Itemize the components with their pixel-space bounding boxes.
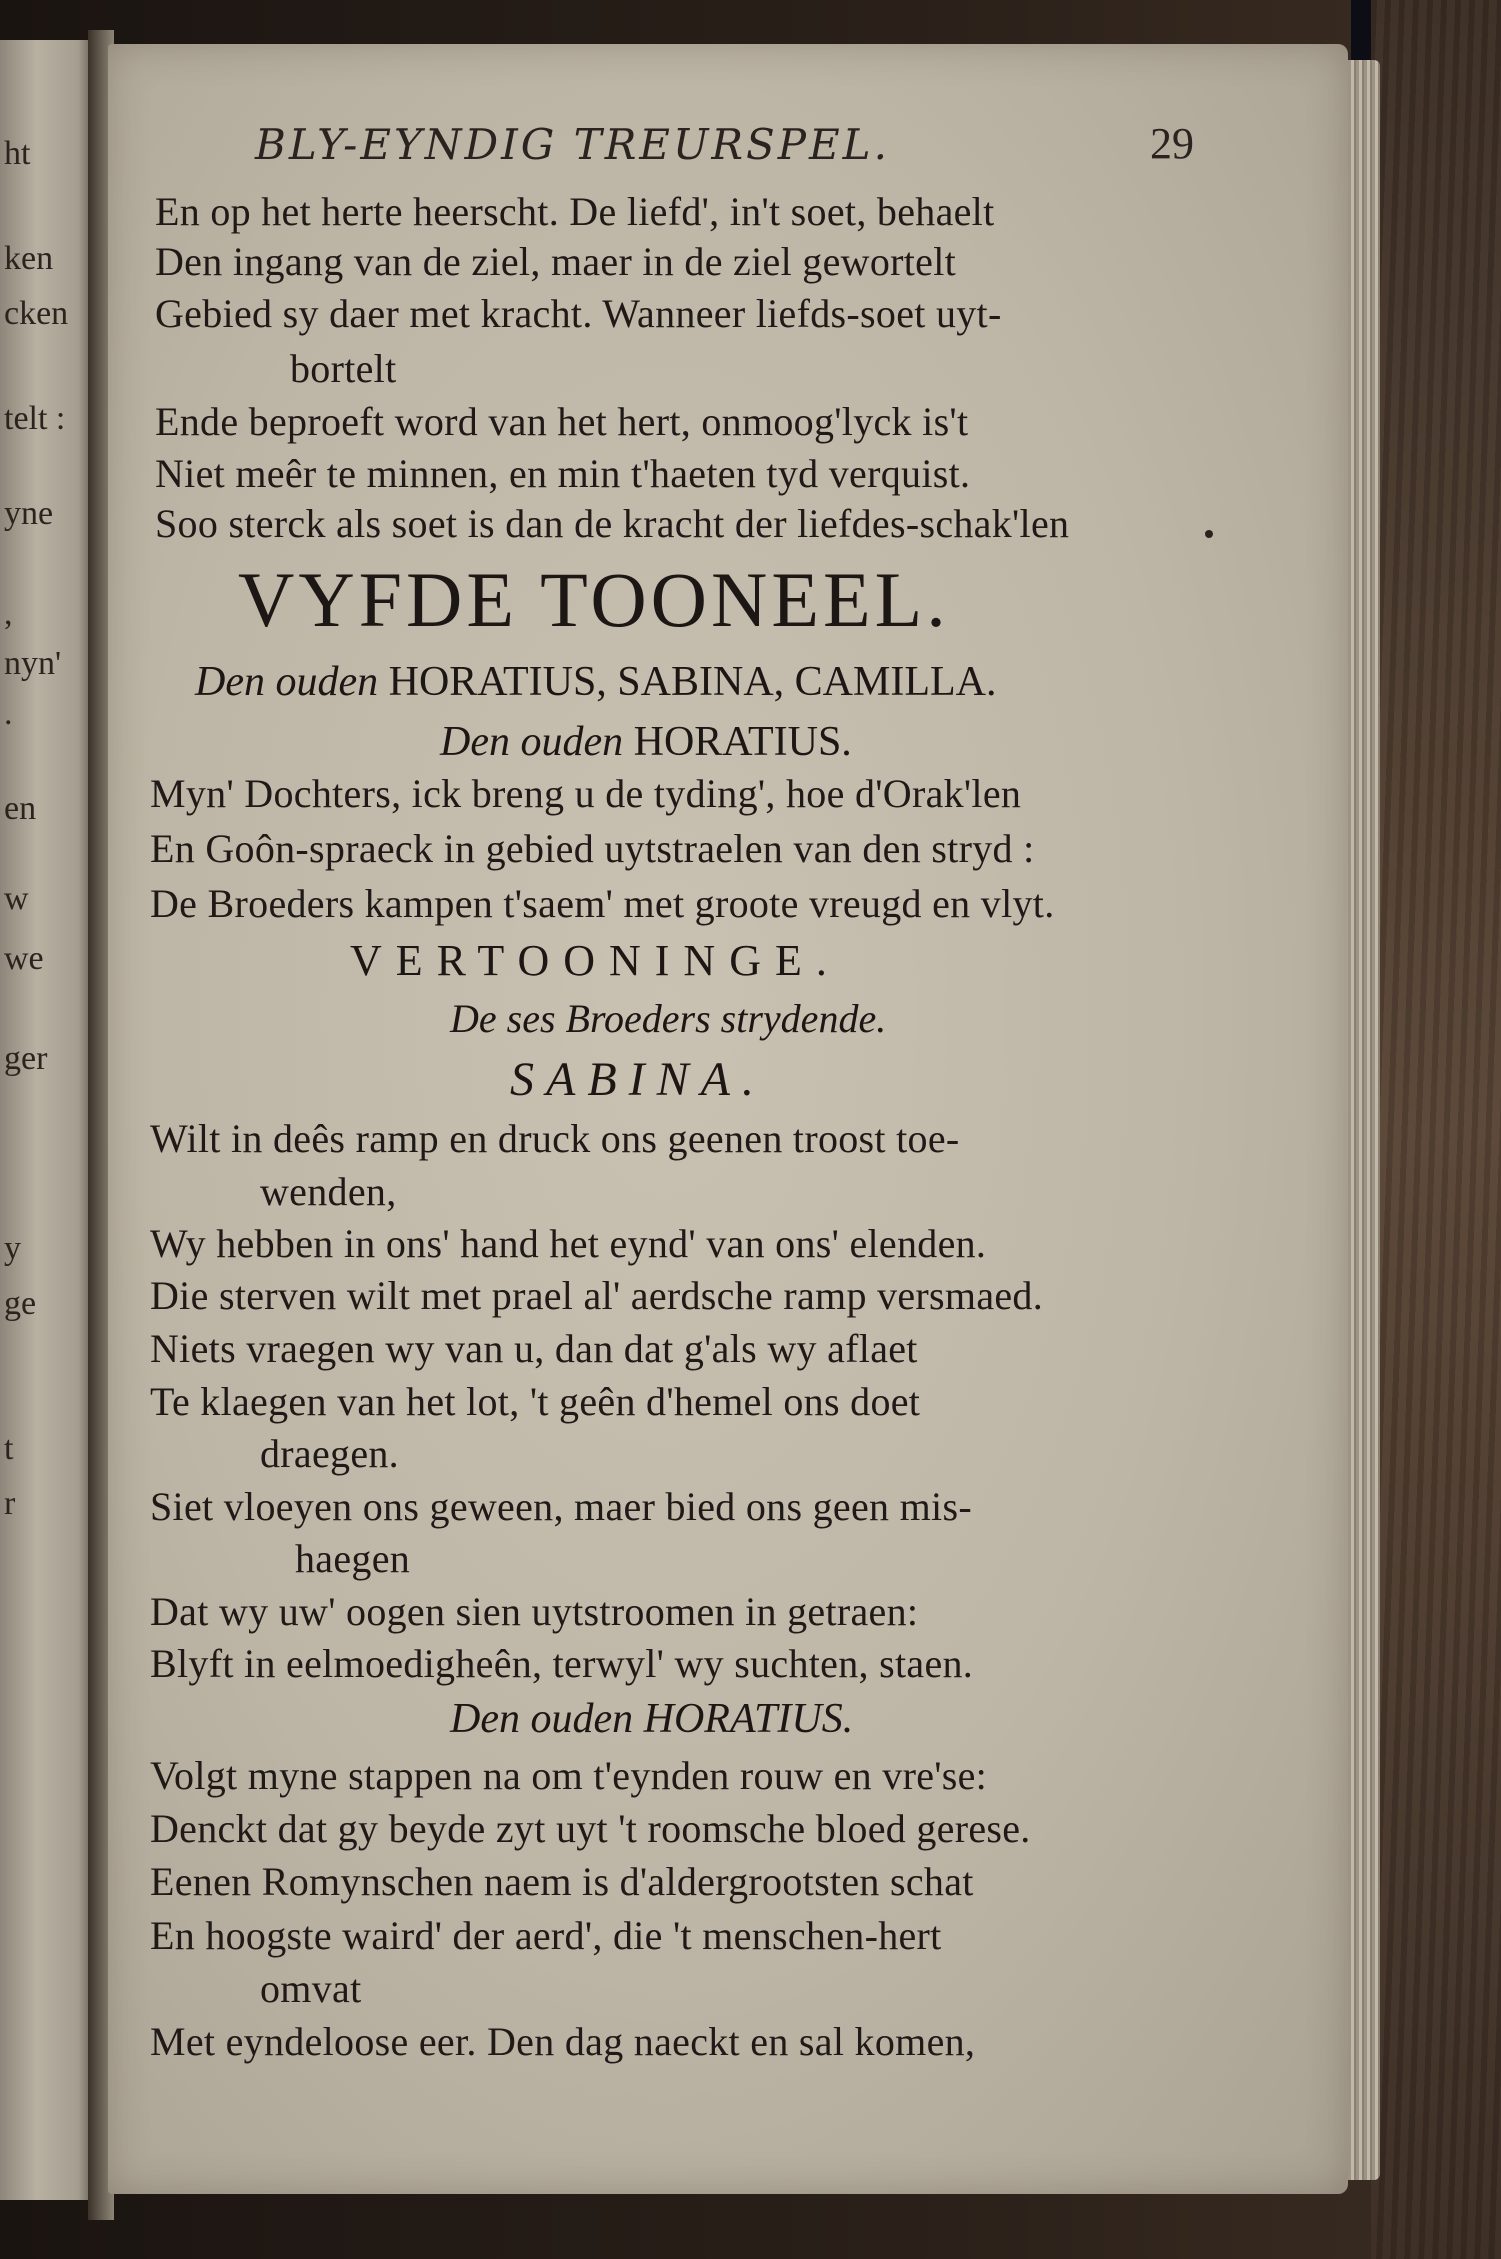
text-line: Ende beproeft word van het hert, onmoog'lyck is't bbox=[155, 399, 969, 444]
section-heading: VERTOONINGE. bbox=[350, 936, 841, 985]
left-fragment: yne bbox=[4, 495, 54, 532]
text-line-continuation: bortelt bbox=[290, 346, 397, 391]
text-line: Die sterven wilt met prael al' aerdsche ramp versmaed. bbox=[150, 1273, 1044, 1318]
text-line: De Broeders kampen t'saem' met groote vreugd en vlyt. bbox=[150, 881, 1055, 926]
left-fragment: we bbox=[4, 940, 44, 977]
left-fragment: ger bbox=[4, 1040, 48, 1077]
scene-title: VYFDE TOONEEL. bbox=[238, 556, 950, 643]
text-line-continuation: omvat bbox=[260, 1966, 362, 2011]
speaker-heading bbox=[450, 1695, 853, 1743]
left-fragment: cken bbox=[4, 295, 69, 332]
speaker-heading: SABINA. bbox=[510, 1053, 766, 1106]
wooden-table bbox=[1371, 0, 1501, 2259]
text-line-continuation: draegen. bbox=[260, 1431, 399, 1476]
text-line: Eenen Romynschen naem is d'aldergrootsten schat bbox=[150, 1859, 974, 1904]
text-line: Denckt dat gy beyde zyt uyt 't roomsche bloed gerese. bbox=[150, 1806, 1031, 1851]
text-line: Wy hebben in ons' hand het eynd' van ons' elenden. bbox=[150, 1221, 987, 1266]
left-fragment: ken bbox=[4, 240, 54, 277]
text-line: Gebied sy daer met kracht. Wanneer liefds-soet uyt- bbox=[155, 291, 1002, 336]
text-line: Wilt in deês ramp en druck ons geenen troost toe- bbox=[150, 1116, 960, 1161]
text-line: Myn' Dochters, ick breng u de tyding', hoe d'Orak'len bbox=[150, 771, 1022, 816]
left-fragment: , bbox=[4, 595, 13, 632]
stage-direction: De ses Broeders strydende. bbox=[450, 996, 887, 1041]
left-page-edge bbox=[0, 40, 92, 2200]
left-fragment: ge bbox=[4, 1285, 37, 1322]
text-line: Met eyndeloose eer. Den dag naeckt en sal komen, bbox=[150, 2019, 976, 2064]
text-line: Den ingang van de ziel, maer in de ziel gewortelt bbox=[155, 239, 957, 284]
left-fragment: y bbox=[4, 1230, 21, 1267]
left-fragment: telt : bbox=[4, 400, 66, 437]
speaker-name: HORATIUS. bbox=[633, 719, 852, 765]
text-line-continuation: haegen bbox=[295, 1536, 411, 1581]
text-line: Dat wy uw' oogen sien uytstroomen in getraen: bbox=[150, 1589, 919, 1634]
speaker-name: HORATIUS. bbox=[643, 1696, 854, 1742]
left-fragment: ht bbox=[4, 135, 31, 172]
left-fragment: nyn' bbox=[4, 645, 62, 682]
left-fragment: w bbox=[4, 880, 29, 917]
page-number: 29 bbox=[1150, 119, 1194, 168]
left-fragment: en bbox=[4, 790, 37, 827]
speaker-prefix: Den ouden bbox=[440, 719, 624, 765]
text-line: Niet meêr te minnen, en min t'haeten tyd verquist. bbox=[155, 451, 971, 496]
speaker-heading bbox=[440, 718, 852, 766]
text-line: Volgt myne stappen na om t'eynden rouw en vre'se: bbox=[150, 1753, 988, 1798]
ink-mark bbox=[1205, 530, 1213, 538]
running-head: BLY-EYNDIG TREURSPEL. bbox=[255, 120, 890, 169]
text-line: Te klaegen van het lot, 't geên d'hemel ons doet bbox=[150, 1379, 921, 1424]
left-fragment: r bbox=[4, 1485, 16, 1522]
left-fragment: . bbox=[4, 695, 13, 732]
text-line: En hoogste waird' der aerd', die 't menschen-hert bbox=[150, 1913, 942, 1958]
text-line-continuation: wenden, bbox=[260, 1169, 397, 1214]
text-line: Siet vloeyen ons geween, maer bied ons geen mis- bbox=[150, 1484, 972, 1529]
left-fragment: t bbox=[4, 1430, 14, 1467]
cast-prefix: Den ouden bbox=[195, 659, 379, 705]
text-line: Soo sterck als soet is dan de kracht der liefdes-schak'len bbox=[155, 501, 1070, 546]
text-line: En op het herte heerscht. De liefd', in't soet, behaelt bbox=[155, 189, 995, 234]
cast-line bbox=[195, 658, 996, 706]
text-line: Blyft in eelmoedigheên, terwyl' wy suchten, staen. bbox=[150, 1641, 974, 1686]
text-line: En Goôn-spraeck in gebied uytstraelen van den stryd : bbox=[150, 826, 1035, 871]
speaker-prefix: Den ouden bbox=[450, 1696, 634, 1742]
cast-names: HORATIUS, SABINA, CAMILLA. bbox=[388, 659, 997, 705]
text-line: Niets vraegen wy van u, dan dat g'als wy aflaet bbox=[150, 1326, 918, 1371]
